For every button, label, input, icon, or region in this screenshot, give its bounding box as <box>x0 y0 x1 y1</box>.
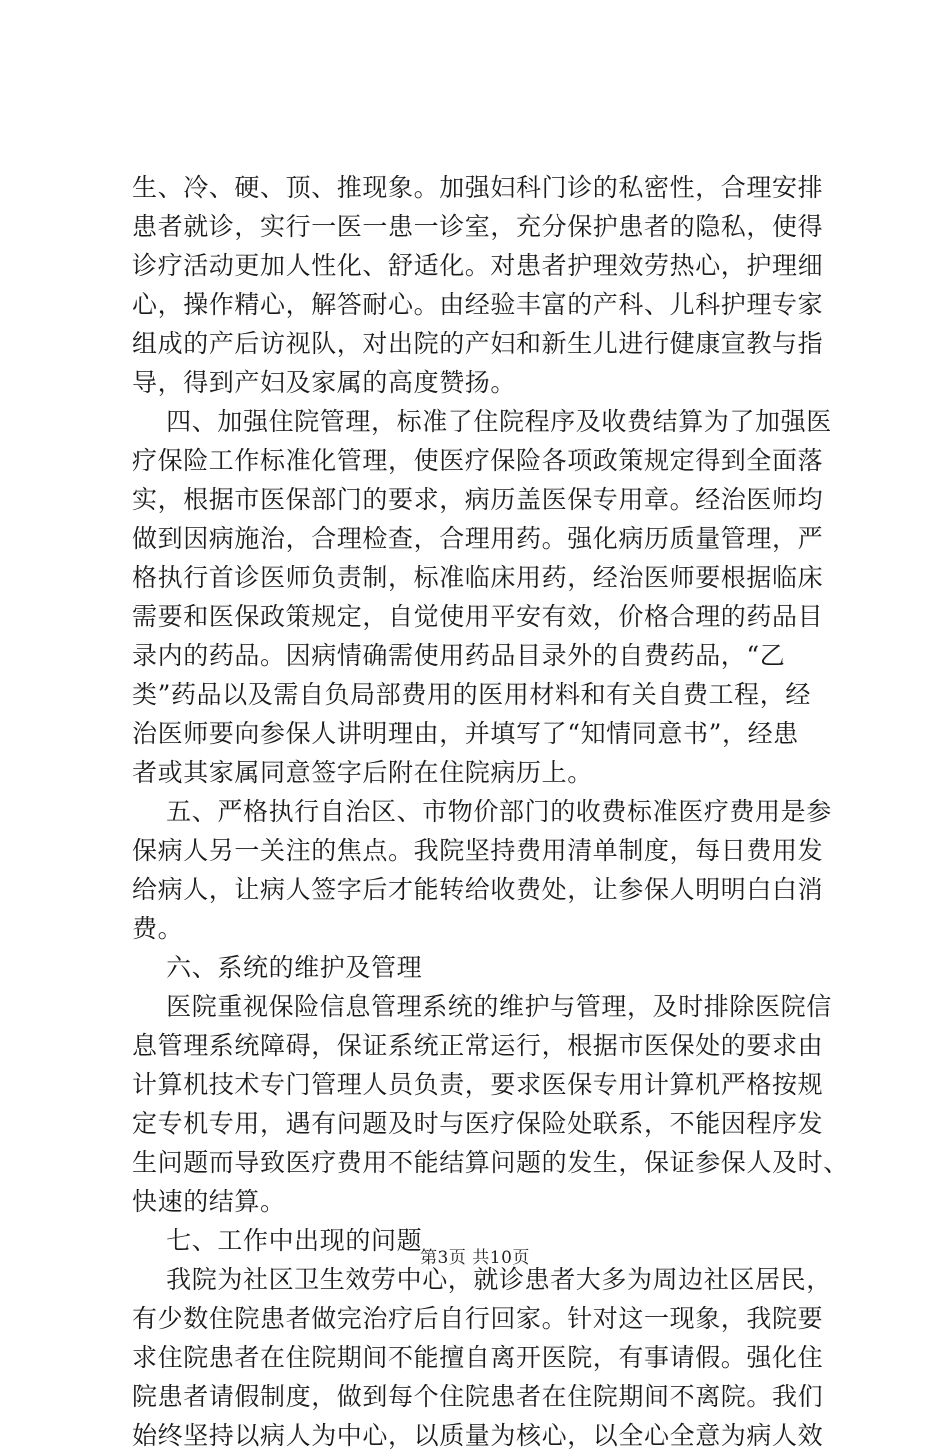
text-line: 医院重视保险信息管理系统的维护与管理，及时排除医院信 <box>132 992 832 1021</box>
text-line: 始终坚持以病人为中心，以质量为核心，以全心全意为病人效 <box>132 1421 824 1450</box>
text-line: 费。 <box>132 914 184 943</box>
text-line: 给病人，让病人签字后才能转给收费处，让参保人明明白白消 <box>132 875 824 904</box>
text-line: 保病人另一关注的焦点。我院坚持费用清单制度，每日费用发 <box>132 836 824 865</box>
text-line: 生问题而导致医疗费用不能结算问题的发生，保证参保人及时、 <box>132 1148 849 1177</box>
section-heading-4: 四、加强住院管理，标准了住院程序及收费结算为了加强医 <box>132 407 832 436</box>
text-line: 类”药品以及需自负局部费用的医用材料和有关自费工程，经 <box>132 680 811 709</box>
text-line: 需要和医保政策规定，自觉使用平安有效，价格合理的药品目 <box>132 602 824 631</box>
text-line: 诊疗活动更加人性化、舒适化。对患者护理效劳热心，护理细 <box>132 251 824 280</box>
text-line: 心，操作精心，解答耐心。由经验丰富的产科、儿科护理专家 <box>132 290 824 319</box>
text-line: 生、冷、硬、顶、推现象。加强妇科门诊的私密性，合理安排 <box>132 173 824 202</box>
text-line: 做到因病施治，合理检查，合理用药。强化病历质量管理，严 <box>132 524 824 553</box>
text-line: 录内的药品。因病情确需使用药品目录外的自费药品，“乙 <box>132 641 786 670</box>
text-line: 实，根据市医保部门的要求，病历盖医保专用章。经治医师均 <box>132 485 824 514</box>
text-line: 定专机专用，遇有问题及时与医疗保险处联系，不能因程序发 <box>132 1109 824 1138</box>
text-line: 息管理系统障碍，保证系统正常运行，根据市医保处的要求由 <box>132 1031 824 1060</box>
text-line: 我院为社区卫生效劳中心，就诊患者大多为周边社区居民， <box>132 1265 832 1294</box>
text-line: 有少数住院患者做完治疗后自行回家。针对这一现象，我院要 <box>132 1304 824 1333</box>
page-number: 第3页 共10页 <box>420 1248 530 1268</box>
text-line: 组成的产后访视队，对出院的产妇和新生儿进行健康宣教与指 <box>132 329 824 358</box>
text-line: 快速的结算。 <box>132 1187 286 1216</box>
text-line: 者或其家属同意签字后附在住院病历上。 <box>132 758 593 787</box>
section-heading-5: 五、严格执行自治区、市物价部门的收费标准医疗费用是参 <box>132 797 832 826</box>
text-line: 计算机技术专门管理人员负责，要求医保专用计算机严格按规 <box>132 1070 824 1099</box>
text-line: 求住院患者在住院期间不能擅自离开医院，有事请假。强化住 <box>132 1343 824 1372</box>
text-line: 疗保险工作标准化管理，使医疗保险各项政策规定得到全面落 <box>132 446 824 475</box>
text-line: 治医师要向参保人讲明理由，并填写了“知情同意书”，经患 <box>132 719 799 748</box>
text-line: 格执行首诊医师负责制，标准临床用药，经治医师要根据临床 <box>132 563 824 592</box>
section-heading-7: 七、工作中出现的问题 <box>132 1226 423 1255</box>
text-line: 导，得到产妇及家属的高度赞扬。 <box>132 368 517 397</box>
text-line: 院患者请假制度，做到每个住院患者在住院期间不离院。我们 <box>132 1382 824 1411</box>
page-footer <box>0 1243 950 1268</box>
text-line: 患者就诊，实行一医一患一诊室，充分保护患者的隐私，使得 <box>132 212 824 241</box>
section-heading-6: 六、系统的维护及管理 <box>132 953 423 982</box>
